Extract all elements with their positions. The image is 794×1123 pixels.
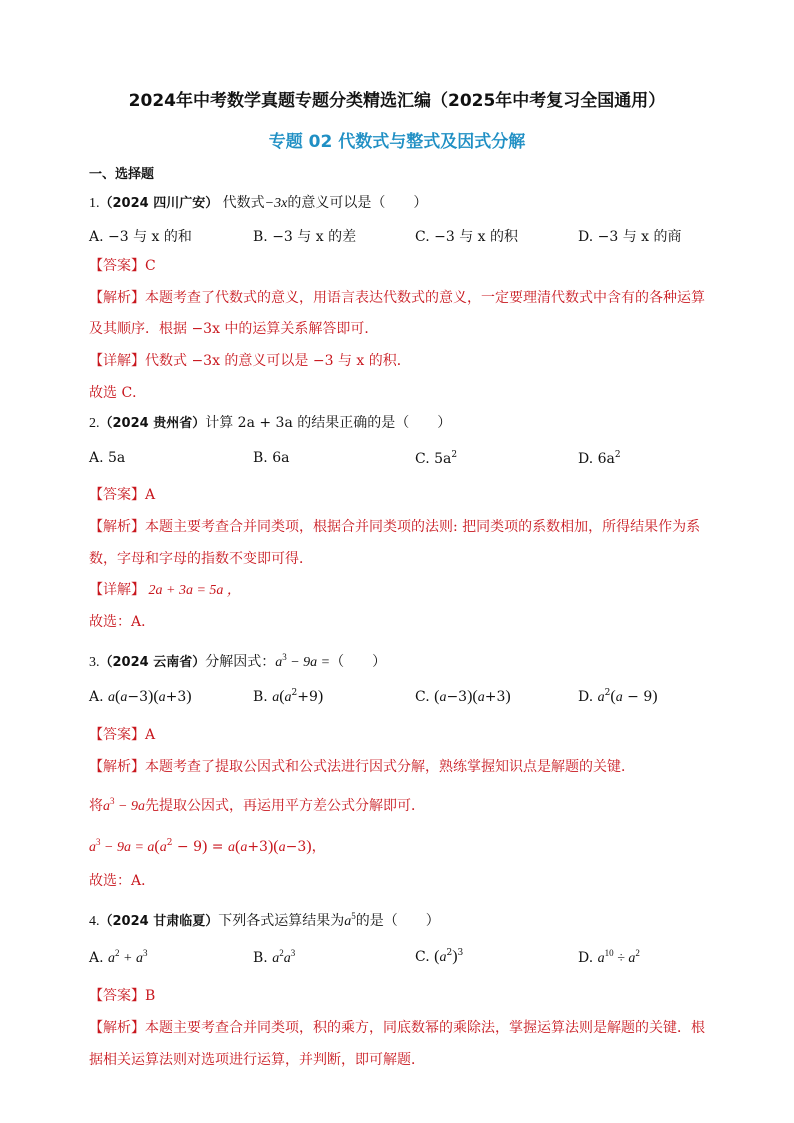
section-heading: 一、选择题 (89, 167, 155, 182)
q1-analysis: 【解析】本题考查了代数式的意义，用语言表达代数式的意义，一定要理清代数式中含有的各种运算 (89, 290, 705, 306)
q4-analysis-cont: 据相关运算法则对选项进行运算，并判断，即可解题． (89, 1052, 425, 1068)
q4-answer: 【答案】B (89, 988, 156, 1004)
q1-option-d: D. −3 与 x 的商 (578, 229, 682, 245)
q2-analysis-cont: 数，字母和字母的指数不变即可得． (89, 551, 313, 567)
q2-option-d: D. $6a^2$ (578, 450, 621, 467)
q3-analysis: 【解析】本题考查了提取公因式和公式法进行因式分解，熟练掌握知识点是解题的关键． (89, 759, 635, 775)
question-1: 1.（2024 四川广安） 代数式−3x的意义可以是（ ） (89, 195, 428, 211)
q3-option-b: B. $a(a^2+9)$ (253, 688, 324, 705)
q1-detail: 【详解】代数式 −3x 的意义可以是 −3 与 x 的积． (89, 353, 411, 369)
q1-answer: 【答案】C (89, 258, 156, 274)
q1-option-b: B. −3 与 x 的差 (253, 229, 357, 245)
q4-option-a: A. $a^2 + a^3$ (89, 948, 148, 966)
q1-option-c: C. −3 与 x 的积 (415, 229, 518, 245)
q1-analysis-cont: 及其顺序．根据 −3x 中的运算关系解答即可． (89, 321, 379, 337)
q3-answer: 【答案】A (89, 727, 156, 743)
question-2-source: （2024 贵州省） (99, 416, 206, 431)
question-4-source: （2024 甘肃临夏） (99, 914, 219, 929)
q2-option-a: A. 5a (89, 450, 126, 466)
question-3: 3.（2024 云南省）分解因式：$a^3 - 9a$ =（ ） (89, 652, 387, 670)
question-2: 2.（2024 贵州省）计算 2a + 3a 的结果正确的是（ ） (89, 415, 452, 431)
q2-detail: 【详解】 2a + 3a = 5a ， (89, 582, 241, 598)
q2-analysis: 【解析】本题主要考查合并同类项，根据合并同类项的法则: 把同类项的系数相加，所得结果作为系 (89, 519, 701, 535)
q4-option-d: D. $a^{10} \div a^2$ (578, 948, 640, 966)
q3-analysis-cont: 将$a^3 - 9a$先提取公因式，再运用平方差公式分解即可． (89, 796, 425, 814)
document-title: 2024年中考数学真题专题分类精选汇编（2025年中考复习全国通用） (128, 91, 666, 111)
q4-option-b: B. $a^2a^3$ (253, 948, 296, 966)
q3-option-a: A. a(a−3)(a+3) (89, 688, 192, 705)
q1-conclusion: 故选 C． (89, 385, 147, 401)
q3-conclusion: 故选：A． (89, 873, 156, 889)
topic-title: 专题 02 代数式与整式及因式分解 (268, 132, 526, 152)
q2-option-b: B. 6a (253, 450, 290, 466)
question-1-source: （2024 四川广安） (99, 196, 219, 211)
q4-option-c: C. $(a^2)^3$ (415, 948, 464, 965)
q3-option-c: C. (a−3)(a+3) (415, 688, 511, 705)
q4-analysis: 【解析】本题主要考查合并同类项，积的乘方，同底数幂的乘除法，掌握运算法则是解题的关键．根 (89, 1020, 705, 1036)
q3-option-d: D. $a^2(a - 9)$ (578, 688, 658, 705)
question-3-source: （2024 云南省） (99, 655, 206, 670)
q2-answer: 【答案】A (89, 487, 156, 503)
q2-conclusion: 故选：A． (89, 614, 156, 630)
q3-derivation: $a^3 - 9a = a(a^2 - 9) = a(a+3)(a-3)$， (89, 837, 326, 855)
question-4: 4.（2024 甘肃临夏）下列各式运算结果为$a^5$的是（ ） (89, 911, 440, 929)
q2-option-c: C. $5a^2$ (415, 450, 458, 467)
q1-option-a: A. −3 与 x 的和 (89, 229, 192, 245)
